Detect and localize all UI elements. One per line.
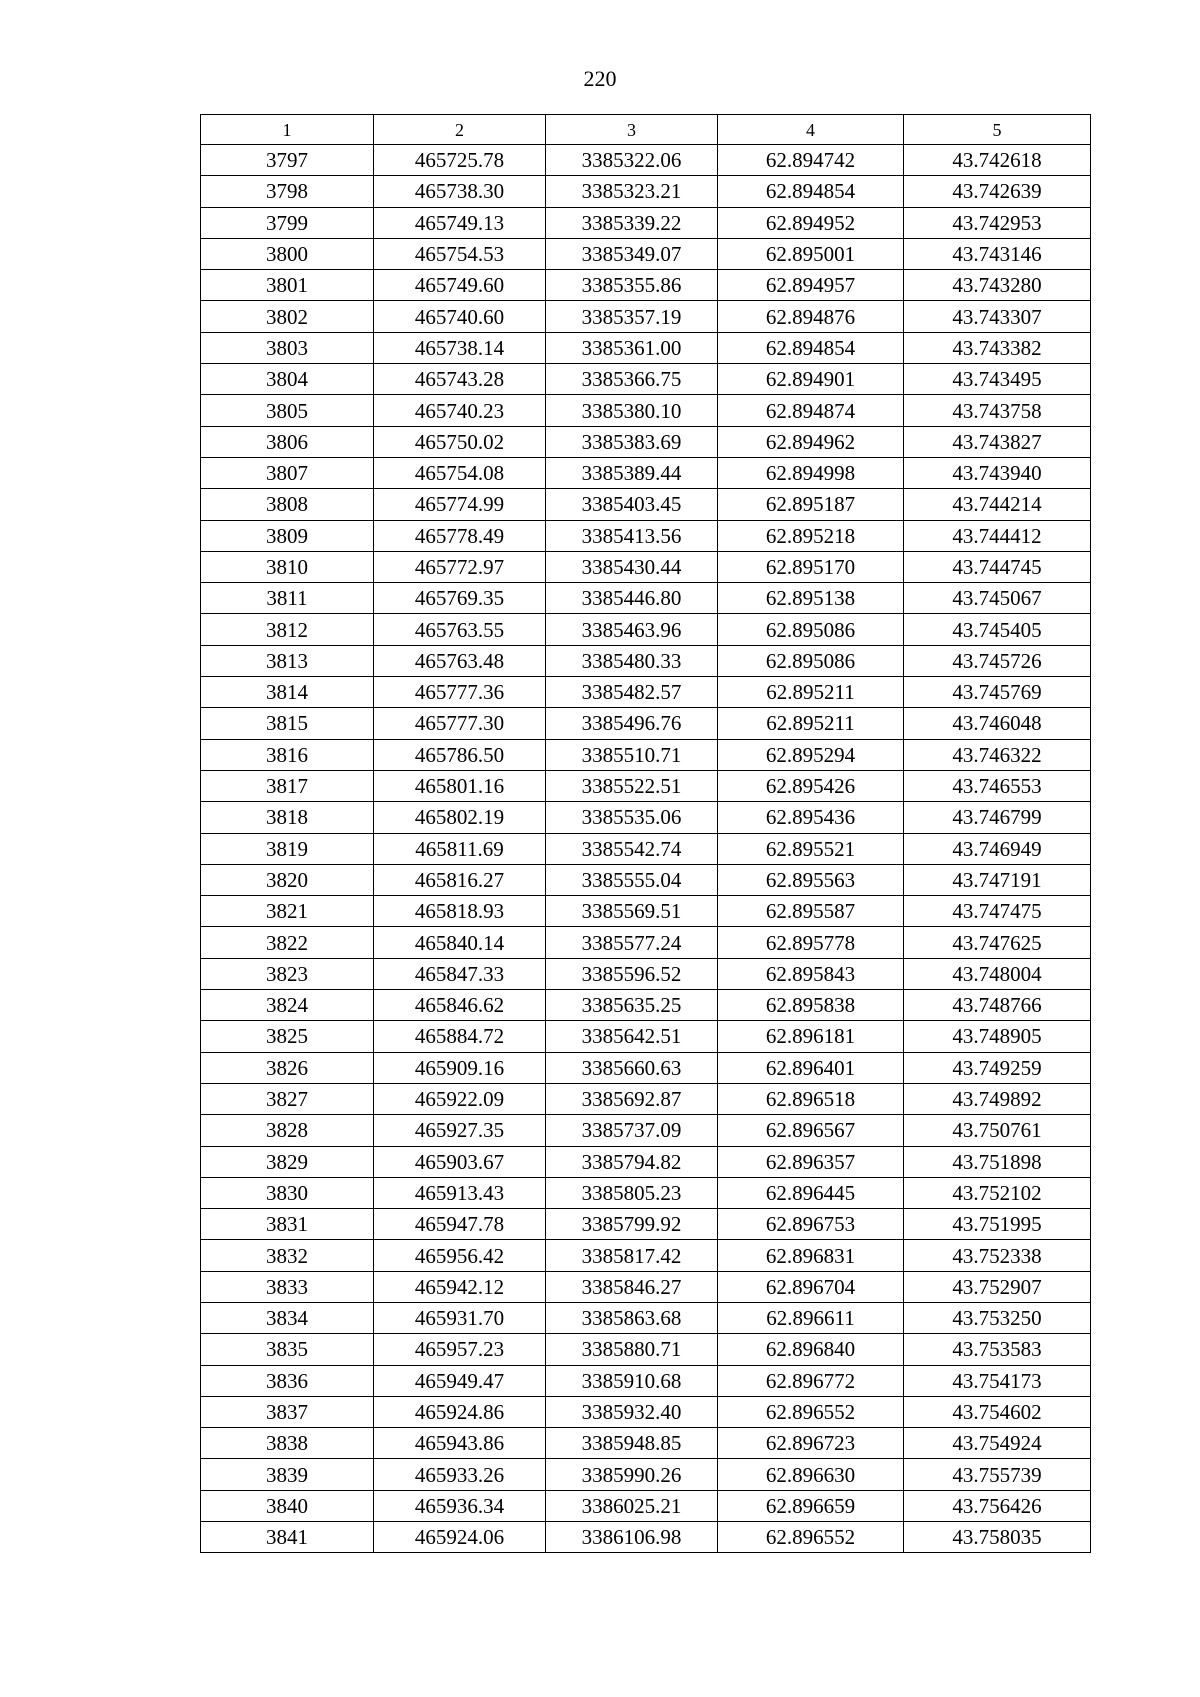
latitude-cell: 62.894854 bbox=[718, 176, 904, 207]
table-row bbox=[201, 395, 1091, 426]
longitude-cell: 43.753250 bbox=[904, 1302, 1091, 1333]
column-header: 1 bbox=[201, 115, 374, 145]
x-coordinate-cell: 465754.08 bbox=[374, 457, 546, 488]
table-row bbox=[201, 301, 1091, 332]
latitude-cell: 62.895294 bbox=[718, 739, 904, 770]
table-row bbox=[201, 1334, 1091, 1365]
y-coordinate-cell: 3385496.76 bbox=[546, 708, 718, 739]
point-number-cell: 3830 bbox=[201, 1177, 374, 1208]
point-number-cell: 3820 bbox=[201, 864, 374, 895]
y-coordinate-cell: 3385577.24 bbox=[546, 927, 718, 958]
x-coordinate-cell: 465738.14 bbox=[374, 332, 546, 363]
y-coordinate-cell: 3385361.00 bbox=[546, 332, 718, 363]
latitude-cell: 62.895001 bbox=[718, 238, 904, 269]
latitude-cell: 62.896630 bbox=[718, 1459, 904, 1490]
point-number-cell: 3814 bbox=[201, 677, 374, 708]
longitude-cell: 43.745726 bbox=[904, 645, 1091, 676]
y-coordinate-cell: 3385817.42 bbox=[546, 1240, 718, 1271]
x-coordinate-cell: 465749.60 bbox=[374, 270, 546, 301]
longitude-cell: 43.746799 bbox=[904, 802, 1091, 833]
point-number-cell: 3823 bbox=[201, 958, 374, 989]
longitude-cell: 43.748905 bbox=[904, 1021, 1091, 1052]
table-row bbox=[201, 1083, 1091, 1114]
point-number-cell: 3825 bbox=[201, 1021, 374, 1052]
table-header bbox=[201, 115, 1091, 145]
table-row bbox=[201, 802, 1091, 833]
table-row bbox=[201, 990, 1091, 1021]
point-number-cell: 3801 bbox=[201, 270, 374, 301]
latitude-cell: 62.895187 bbox=[718, 489, 904, 520]
point-number-cell: 3802 bbox=[201, 301, 374, 332]
x-coordinate-cell: 465774.99 bbox=[374, 489, 546, 520]
longitude-cell: 43.743382 bbox=[904, 332, 1091, 363]
point-number-cell: 3816 bbox=[201, 739, 374, 770]
y-coordinate-cell: 3385990.26 bbox=[546, 1459, 718, 1490]
point-number-cell: 3808 bbox=[201, 489, 374, 520]
y-coordinate-cell: 3385863.68 bbox=[546, 1302, 718, 1333]
point-number-cell: 3809 bbox=[201, 520, 374, 551]
longitude-cell: 43.752907 bbox=[904, 1271, 1091, 1302]
latitude-cell: 62.896723 bbox=[718, 1428, 904, 1459]
latitude-cell: 62.894876 bbox=[718, 301, 904, 332]
table-row bbox=[201, 1522, 1091, 1553]
latitude-cell: 62.895521 bbox=[718, 833, 904, 864]
table-row bbox=[201, 1271, 1091, 1302]
table-row bbox=[201, 1490, 1091, 1521]
y-coordinate-cell: 3385482.57 bbox=[546, 677, 718, 708]
latitude-cell: 62.896357 bbox=[718, 1146, 904, 1177]
longitude-cell: 43.756426 bbox=[904, 1490, 1091, 1521]
latitude-cell: 62.894901 bbox=[718, 364, 904, 395]
table-row bbox=[201, 1146, 1091, 1177]
longitude-cell: 43.746048 bbox=[904, 708, 1091, 739]
x-coordinate-cell: 465786.50 bbox=[374, 739, 546, 770]
x-coordinate-cell: 465725.78 bbox=[374, 145, 546, 176]
table-row bbox=[201, 520, 1091, 551]
longitude-cell: 43.743940 bbox=[904, 457, 1091, 488]
table-row bbox=[201, 770, 1091, 801]
y-coordinate-cell: 3385642.51 bbox=[546, 1021, 718, 1052]
x-coordinate-cell: 465846.62 bbox=[374, 990, 546, 1021]
table-row bbox=[201, 207, 1091, 238]
y-coordinate-cell: 3385366.75 bbox=[546, 364, 718, 395]
point-number-cell: 3819 bbox=[201, 833, 374, 864]
table-row bbox=[201, 364, 1091, 395]
x-coordinate-cell: 465957.23 bbox=[374, 1334, 546, 1365]
x-coordinate-cell: 465778.49 bbox=[374, 520, 546, 551]
longitude-cell: 43.742639 bbox=[904, 176, 1091, 207]
longitude-cell: 43.753583 bbox=[904, 1334, 1091, 1365]
y-coordinate-cell: 3385846.27 bbox=[546, 1271, 718, 1302]
coordinates-table bbox=[200, 114, 1091, 1553]
longitude-cell: 43.749892 bbox=[904, 1083, 1091, 1114]
y-coordinate-cell: 3385355.86 bbox=[546, 270, 718, 301]
point-number-cell: 3807 bbox=[201, 457, 374, 488]
point-number-cell: 3803 bbox=[201, 332, 374, 363]
table-row bbox=[201, 677, 1091, 708]
point-number-cell: 3839 bbox=[201, 1459, 374, 1490]
point-number-cell: 3833 bbox=[201, 1271, 374, 1302]
latitude-cell: 62.895138 bbox=[718, 583, 904, 614]
y-coordinate-cell: 3385535.06 bbox=[546, 802, 718, 833]
y-coordinate-cell: 3385660.63 bbox=[546, 1052, 718, 1083]
table-row bbox=[201, 896, 1091, 927]
x-coordinate-cell: 465772.97 bbox=[374, 551, 546, 582]
latitude-cell: 62.894952 bbox=[718, 207, 904, 238]
y-coordinate-cell: 3385932.40 bbox=[546, 1396, 718, 1427]
x-coordinate-cell: 465738.30 bbox=[374, 176, 546, 207]
table-row bbox=[201, 1396, 1091, 1427]
y-coordinate-cell: 3385349.07 bbox=[546, 238, 718, 269]
point-number-cell: 3806 bbox=[201, 426, 374, 457]
point-number-cell: 3817 bbox=[201, 770, 374, 801]
point-number-cell: 3832 bbox=[201, 1240, 374, 1271]
x-coordinate-cell: 465740.23 bbox=[374, 395, 546, 426]
table-row bbox=[201, 489, 1091, 520]
latitude-cell: 62.895086 bbox=[718, 645, 904, 676]
longitude-cell: 43.747475 bbox=[904, 896, 1091, 927]
y-coordinate-cell: 3385322.06 bbox=[546, 145, 718, 176]
column-header: 2 bbox=[374, 115, 546, 145]
table-row bbox=[201, 1302, 1091, 1333]
longitude-cell: 43.742953 bbox=[904, 207, 1091, 238]
longitude-cell: 43.744214 bbox=[904, 489, 1091, 520]
y-coordinate-cell: 3385555.04 bbox=[546, 864, 718, 895]
y-coordinate-cell: 3385480.33 bbox=[546, 645, 718, 676]
longitude-cell: 43.743307 bbox=[904, 301, 1091, 332]
y-coordinate-cell: 3385403.45 bbox=[546, 489, 718, 520]
table-row bbox=[201, 708, 1091, 739]
y-coordinate-cell: 3385430.44 bbox=[546, 551, 718, 582]
table-row bbox=[201, 332, 1091, 363]
y-coordinate-cell: 3385323.21 bbox=[546, 176, 718, 207]
latitude-cell: 62.896552 bbox=[718, 1522, 904, 1553]
y-coordinate-cell: 3385510.71 bbox=[546, 739, 718, 770]
table-row bbox=[201, 551, 1091, 582]
x-coordinate-cell: 465949.47 bbox=[374, 1365, 546, 1396]
longitude-cell: 43.751995 bbox=[904, 1209, 1091, 1240]
table-row bbox=[201, 1177, 1091, 1208]
longitude-cell: 43.754602 bbox=[904, 1396, 1091, 1427]
point-number-cell: 3810 bbox=[201, 551, 374, 582]
latitude-cell: 62.895170 bbox=[718, 551, 904, 582]
latitude-cell: 62.894874 bbox=[718, 395, 904, 426]
x-coordinate-cell: 465956.42 bbox=[374, 1240, 546, 1271]
latitude-cell: 62.896181 bbox=[718, 1021, 904, 1052]
table-row bbox=[201, 864, 1091, 895]
y-coordinate-cell: 3386106.98 bbox=[546, 1522, 718, 1553]
latitude-cell: 62.896401 bbox=[718, 1052, 904, 1083]
point-number-cell: 3838 bbox=[201, 1428, 374, 1459]
y-coordinate-cell: 3385910.68 bbox=[546, 1365, 718, 1396]
x-coordinate-cell: 465924.06 bbox=[374, 1522, 546, 1553]
point-number-cell: 3800 bbox=[201, 238, 374, 269]
table-row bbox=[201, 1459, 1091, 1490]
latitude-cell: 62.895211 bbox=[718, 708, 904, 739]
longitude-cell: 43.751898 bbox=[904, 1146, 1091, 1177]
table-row bbox=[201, 1115, 1091, 1146]
point-number-cell: 3840 bbox=[201, 1490, 374, 1521]
point-number-cell: 3812 bbox=[201, 614, 374, 645]
x-coordinate-cell: 465922.09 bbox=[374, 1083, 546, 1114]
x-coordinate-cell: 465740.60 bbox=[374, 301, 546, 332]
x-coordinate-cell: 465936.34 bbox=[374, 1490, 546, 1521]
y-coordinate-cell: 3385383.69 bbox=[546, 426, 718, 457]
table-row bbox=[201, 927, 1091, 958]
point-number-cell: 3835 bbox=[201, 1334, 374, 1365]
latitude-cell: 62.895838 bbox=[718, 990, 904, 1021]
point-number-cell: 3813 bbox=[201, 645, 374, 676]
x-coordinate-cell: 465749.13 bbox=[374, 207, 546, 238]
x-coordinate-cell: 465743.28 bbox=[374, 364, 546, 395]
longitude-cell: 43.745405 bbox=[904, 614, 1091, 645]
y-coordinate-cell: 3385805.23 bbox=[546, 1177, 718, 1208]
latitude-cell: 62.896704 bbox=[718, 1271, 904, 1302]
longitude-cell: 43.749259 bbox=[904, 1052, 1091, 1083]
x-coordinate-cell: 465754.53 bbox=[374, 238, 546, 269]
y-coordinate-cell: 3385635.25 bbox=[546, 990, 718, 1021]
latitude-cell: 62.894854 bbox=[718, 332, 904, 363]
latitude-cell: 62.895778 bbox=[718, 927, 904, 958]
latitude-cell: 62.895436 bbox=[718, 802, 904, 833]
latitude-cell: 62.894962 bbox=[718, 426, 904, 457]
latitude-cell: 62.896552 bbox=[718, 1396, 904, 1427]
table-row bbox=[201, 614, 1091, 645]
table-body bbox=[201, 145, 1091, 1553]
table-row bbox=[201, 426, 1091, 457]
y-coordinate-cell: 3385692.87 bbox=[546, 1083, 718, 1114]
longitude-cell: 43.754924 bbox=[904, 1428, 1091, 1459]
table-row bbox=[201, 1365, 1091, 1396]
longitude-cell: 43.747625 bbox=[904, 927, 1091, 958]
y-coordinate-cell: 3385737.09 bbox=[546, 1115, 718, 1146]
point-number-cell: 3841 bbox=[201, 1522, 374, 1553]
x-coordinate-cell: 465942.12 bbox=[374, 1271, 546, 1302]
point-number-cell: 3811 bbox=[201, 583, 374, 614]
x-coordinate-cell: 465847.33 bbox=[374, 958, 546, 989]
longitude-cell: 43.747191 bbox=[904, 864, 1091, 895]
table-row bbox=[201, 145, 1091, 176]
longitude-cell: 43.744745 bbox=[904, 551, 1091, 582]
latitude-cell: 62.895843 bbox=[718, 958, 904, 989]
point-number-cell: 3815 bbox=[201, 708, 374, 739]
point-number-cell: 3828 bbox=[201, 1115, 374, 1146]
x-coordinate-cell: 465927.35 bbox=[374, 1115, 546, 1146]
x-coordinate-cell: 465816.27 bbox=[374, 864, 546, 895]
y-coordinate-cell: 3385389.44 bbox=[546, 457, 718, 488]
latitude-cell: 62.896567 bbox=[718, 1115, 904, 1146]
point-number-cell: 3826 bbox=[201, 1052, 374, 1083]
x-coordinate-cell: 465903.67 bbox=[374, 1146, 546, 1177]
latitude-cell: 62.894957 bbox=[718, 270, 904, 301]
x-coordinate-cell: 465777.30 bbox=[374, 708, 546, 739]
table-row bbox=[201, 1240, 1091, 1271]
y-coordinate-cell: 3386025.21 bbox=[546, 1490, 718, 1521]
point-number-cell: 3836 bbox=[201, 1365, 374, 1396]
latitude-cell: 62.895426 bbox=[718, 770, 904, 801]
point-number-cell: 3818 bbox=[201, 802, 374, 833]
latitude-cell: 62.895587 bbox=[718, 896, 904, 927]
x-coordinate-cell: 465777.36 bbox=[374, 677, 546, 708]
latitude-cell: 62.896518 bbox=[718, 1083, 904, 1114]
x-coordinate-cell: 465801.16 bbox=[374, 770, 546, 801]
x-coordinate-cell: 465931.70 bbox=[374, 1302, 546, 1333]
y-coordinate-cell: 3385542.74 bbox=[546, 833, 718, 864]
x-coordinate-cell: 465802.19 bbox=[374, 802, 546, 833]
point-number-cell: 3824 bbox=[201, 990, 374, 1021]
latitude-cell: 62.895563 bbox=[718, 864, 904, 895]
x-coordinate-cell: 465943.86 bbox=[374, 1428, 546, 1459]
longitude-cell: 43.758035 bbox=[904, 1522, 1091, 1553]
point-number-cell: 3821 bbox=[201, 896, 374, 927]
longitude-cell: 43.746949 bbox=[904, 833, 1091, 864]
y-coordinate-cell: 3385880.71 bbox=[546, 1334, 718, 1365]
table-row bbox=[201, 1052, 1091, 1083]
y-coordinate-cell: 3385569.51 bbox=[546, 896, 718, 927]
longitude-cell: 43.750761 bbox=[904, 1115, 1091, 1146]
x-coordinate-cell: 465763.48 bbox=[374, 645, 546, 676]
table-row bbox=[201, 1428, 1091, 1459]
point-number-cell: 3834 bbox=[201, 1302, 374, 1333]
latitude-cell: 62.896611 bbox=[718, 1302, 904, 1333]
column-header: 4 bbox=[718, 115, 904, 145]
page-number: 220 bbox=[583, 66, 617, 91]
longitude-cell: 43.745769 bbox=[904, 677, 1091, 708]
y-coordinate-cell: 3385380.10 bbox=[546, 395, 718, 426]
x-coordinate-cell: 465884.72 bbox=[374, 1021, 546, 1052]
longitude-cell: 43.754173 bbox=[904, 1365, 1091, 1396]
y-coordinate-cell: 3385596.52 bbox=[546, 958, 718, 989]
point-number-cell: 3837 bbox=[201, 1396, 374, 1427]
x-coordinate-cell: 465818.93 bbox=[374, 896, 546, 927]
longitude-cell: 43.746322 bbox=[904, 739, 1091, 770]
x-coordinate-cell: 465763.55 bbox=[374, 614, 546, 645]
table-row bbox=[201, 958, 1091, 989]
point-number-cell: 3799 bbox=[201, 207, 374, 238]
latitude-cell: 62.896772 bbox=[718, 1365, 904, 1396]
table-row bbox=[201, 457, 1091, 488]
table-row bbox=[201, 1209, 1091, 1240]
point-number-cell: 3829 bbox=[201, 1146, 374, 1177]
y-coordinate-cell: 3385794.82 bbox=[546, 1146, 718, 1177]
point-number-cell: 3797 bbox=[201, 145, 374, 176]
y-coordinate-cell: 3385413.56 bbox=[546, 520, 718, 551]
longitude-cell: 43.744412 bbox=[904, 520, 1091, 551]
latitude-cell: 62.896831 bbox=[718, 1240, 904, 1271]
table-row bbox=[201, 1021, 1091, 1052]
longitude-cell: 43.755739 bbox=[904, 1459, 1091, 1490]
longitude-cell: 43.748766 bbox=[904, 990, 1091, 1021]
point-number-cell: 3798 bbox=[201, 176, 374, 207]
x-coordinate-cell: 465909.16 bbox=[374, 1052, 546, 1083]
longitude-cell: 43.752338 bbox=[904, 1240, 1091, 1271]
x-coordinate-cell: 465750.02 bbox=[374, 426, 546, 457]
point-number-cell: 3827 bbox=[201, 1083, 374, 1114]
longitude-cell: 43.743758 bbox=[904, 395, 1091, 426]
point-number-cell: 3805 bbox=[201, 395, 374, 426]
longitude-cell: 43.746553 bbox=[904, 770, 1091, 801]
column-header: 5 bbox=[904, 115, 1091, 145]
latitude-cell: 62.894742 bbox=[718, 145, 904, 176]
y-coordinate-cell: 3385357.19 bbox=[546, 301, 718, 332]
column-header: 3 bbox=[546, 115, 718, 145]
longitude-cell: 43.745067 bbox=[904, 583, 1091, 614]
table-row bbox=[201, 583, 1091, 614]
table-row bbox=[201, 270, 1091, 301]
longitude-cell: 43.748004 bbox=[904, 958, 1091, 989]
x-coordinate-cell: 465769.35 bbox=[374, 583, 546, 614]
y-coordinate-cell: 3385522.51 bbox=[546, 770, 718, 801]
longitude-cell: 43.742618 bbox=[904, 145, 1091, 176]
x-coordinate-cell: 465811.69 bbox=[374, 833, 546, 864]
longitude-cell: 43.743827 bbox=[904, 426, 1091, 457]
point-number-cell: 3822 bbox=[201, 927, 374, 958]
latitude-cell: 62.896753 bbox=[718, 1209, 904, 1240]
y-coordinate-cell: 3385463.96 bbox=[546, 614, 718, 645]
y-coordinate-cell: 3385339.22 bbox=[546, 207, 718, 238]
table-row bbox=[201, 238, 1091, 269]
table-row bbox=[201, 833, 1091, 864]
table-row bbox=[201, 645, 1091, 676]
table-row bbox=[201, 739, 1091, 770]
point-number-cell: 3804 bbox=[201, 364, 374, 395]
latitude-cell: 62.895218 bbox=[718, 520, 904, 551]
header-row bbox=[201, 115, 1091, 145]
longitude-cell: 43.743280 bbox=[904, 270, 1091, 301]
x-coordinate-cell: 465947.78 bbox=[374, 1209, 546, 1240]
latitude-cell: 62.894998 bbox=[718, 457, 904, 488]
longitude-cell: 43.743495 bbox=[904, 364, 1091, 395]
latitude-cell: 62.895086 bbox=[718, 614, 904, 645]
x-coordinate-cell: 465840.14 bbox=[374, 927, 546, 958]
x-coordinate-cell: 465933.26 bbox=[374, 1459, 546, 1490]
y-coordinate-cell: 3385948.85 bbox=[546, 1428, 718, 1459]
longitude-cell: 43.752102 bbox=[904, 1177, 1091, 1208]
table-row bbox=[201, 176, 1091, 207]
latitude-cell: 62.896659 bbox=[718, 1490, 904, 1521]
point-number-cell: 3831 bbox=[201, 1209, 374, 1240]
x-coordinate-cell: 465924.86 bbox=[374, 1396, 546, 1427]
latitude-cell: 62.896840 bbox=[718, 1334, 904, 1365]
latitude-cell: 62.895211 bbox=[718, 677, 904, 708]
y-coordinate-cell: 3385799.92 bbox=[546, 1209, 718, 1240]
y-coordinate-cell: 3385446.80 bbox=[546, 583, 718, 614]
latitude-cell: 62.896445 bbox=[718, 1177, 904, 1208]
x-coordinate-cell: 465913.43 bbox=[374, 1177, 546, 1208]
longitude-cell: 43.743146 bbox=[904, 238, 1091, 269]
